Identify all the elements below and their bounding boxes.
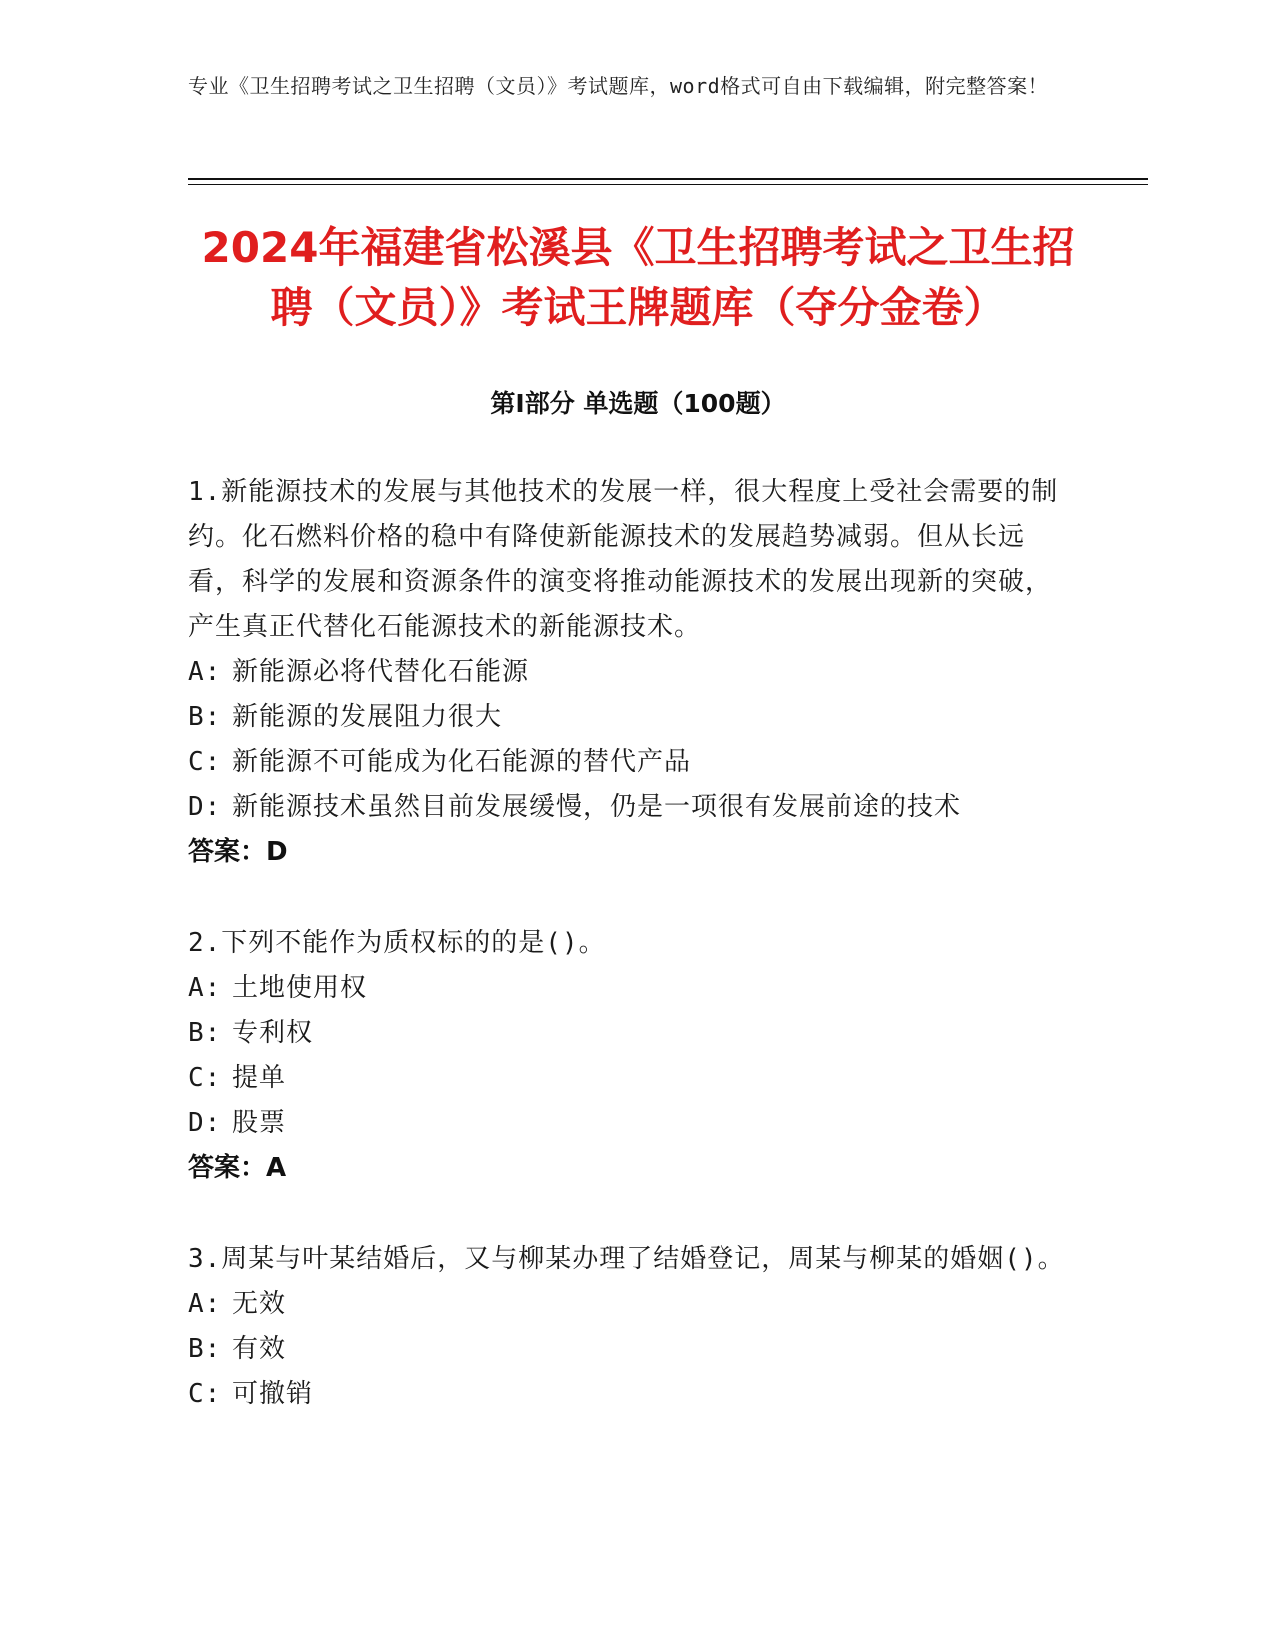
option-key: B:	[188, 1018, 222, 1048]
option-b	[188, 695, 1068, 740]
option-text: 无效	[232, 1289, 287, 1319]
option-text: 新能源必将代替化石能源	[232, 657, 530, 687]
option-b	[188, 1327, 1068, 1372]
option-text: 专利权	[232, 1018, 314, 1048]
option-key: C:	[188, 747, 222, 777]
question-stem: 3.周某与叶某结婚后，又与柳某办理了结婚登记，周某与柳某的婚姻()。	[188, 1244, 1065, 1274]
answer-line: 答案：A	[188, 1153, 287, 1183]
question-stem: 2.下列不能作为质权标的的是()。	[188, 928, 606, 958]
option-a	[188, 650, 1068, 695]
header-divider-thick	[188, 178, 1148, 180]
section-title: 第I部分 单选题（100题）	[490, 389, 786, 418]
option-key: D:	[188, 1108, 222, 1138]
option-text: 新能源技术虽然目前发展缓慢，仍是一项很有发展前途的技术	[232, 792, 962, 822]
option-text: 新能源的发展阻力很大	[232, 702, 503, 732]
option-key: D:	[188, 792, 222, 822]
option-key: B:	[188, 702, 222, 732]
option-a	[188, 1282, 1068, 1327]
header-note: 专业《卫生招聘考试之卫生招聘（文员）》考试题库，word格式可自由下载编辑，附完整答案！	[188, 74, 1049, 98]
header-divider-thin	[188, 184, 1148, 185]
answer-line: 答案：D	[188, 837, 288, 867]
option-c	[188, 1056, 1068, 1101]
option-key: C:	[188, 1063, 222, 1093]
option-d	[188, 1101, 1068, 1146]
question-item	[188, 470, 1068, 875]
question-list	[188, 470, 1068, 1463]
question-item	[188, 921, 1068, 1191]
option-b	[188, 1011, 1068, 1056]
option-text: 股票	[232, 1108, 287, 1138]
option-text: 有效	[232, 1334, 287, 1364]
option-key: A:	[188, 657, 222, 687]
question-stem: 1.新能源技术的发展与其他技术的发展一样，很大程度上受社会需要的制约。化石燃料价格的稳中有降使新能源技术的发展趋势减弱。但从长远看，科学的发展和资源条件的演变将推动能源技术的发展出现新的突破，产生真正代替化石能源技术的新能源技术。	[188, 477, 1059, 642]
option-key: A:	[188, 973, 222, 1003]
option-d	[188, 785, 1068, 830]
document-title: 2024年福建省松溪县《卫生招聘考试之卫生招聘（文员）》考试王牌题库（夺分金卷）	[201, 223, 1075, 332]
option-a	[188, 966, 1068, 1011]
option-key: C:	[188, 1379, 222, 1409]
option-text: 提单	[232, 1063, 287, 1093]
option-text: 可撤销	[232, 1379, 314, 1409]
option-text: 土地使用权	[232, 973, 368, 1003]
question-item	[188, 1237, 1068, 1417]
option-key: B:	[188, 1334, 222, 1364]
option-text: 新能源不可能成为化石能源的替代产品	[232, 747, 692, 777]
option-key: A:	[188, 1289, 222, 1319]
option-c	[188, 740, 1068, 785]
option-c	[188, 1372, 1068, 1417]
